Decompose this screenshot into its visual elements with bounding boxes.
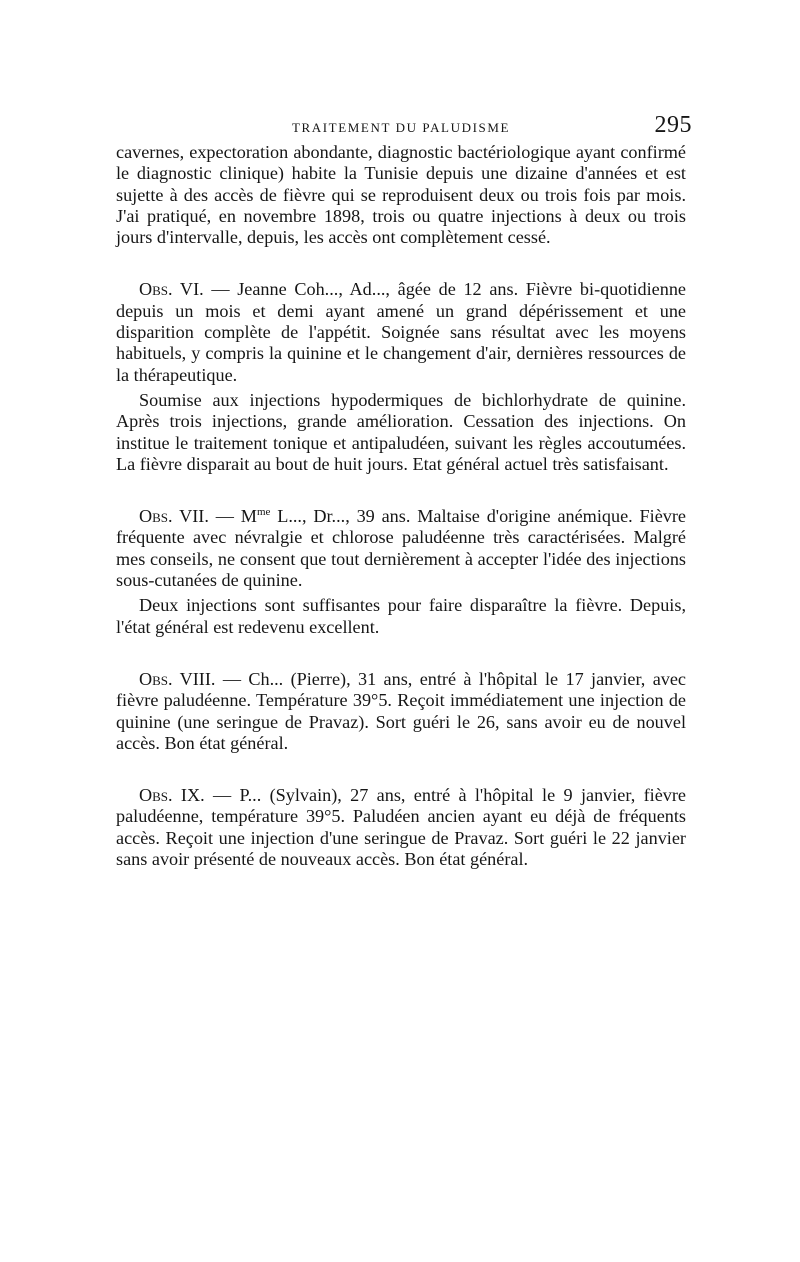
running-title: TRAITEMENT DU PALUDISME [291, 120, 511, 135]
observation-6 [116, 279, 686, 385]
observation-text: L..., Dr..., 39 ans. Maltaise d'origine anémique. Fièvre fréquente avec névralgie et chlorose paludéenne très caractérisées. Malgré mes conseils, ne consent que tout dernièrement à accepter l'idée des injections sous-cutanées de quinine. [116, 506, 686, 591]
observation-label: Obs. IX. [139, 785, 205, 806]
observation-text: — Jeanne Coh..., Ad..., âgée de 12 ans. Fièvre bi-quotidienne depuis un mois et demi ayant amené un grand dépérissement et une disparition complète de l'appétit. Soignée sans résultat avec les moyens habituels, y compris la quinine et le changement d'air, dernières ressources de la thérapeutique. [116, 279, 686, 385]
observation-label: Obs. VI. [139, 279, 204, 300]
page-number: 295 [654, 112, 692, 138]
paragraph-text: Soumise aux injections hypodermiques de bichlorhydrate de quinine. Après trois injections, grande amélioration. Cessation des injections. On institue le traitement tonique et antipaludéen, suivant les règles accoutumées. La fièvre disparait au bout de huit jours. Etat général actuel très satisfaisant. [116, 389, 686, 474]
observation-7 [116, 506, 686, 591]
observation-7-followup [116, 595, 686, 638]
paragraph-continuation [116, 142, 686, 248]
paragraph-text: cavernes, expectoration abondante, diagnostic bactériologique ayant confirmé le diagnostic clinique) habite la Tunisie depuis une dizaine d'années et est sujette à des accès de fièvre qui se reproduisent deux ou trois fois par mois. J'ai pratiqué, en novembre 1898, trois ou quatre injections à deux ou trois jours d'intervalle, depuis, les accès ont complètement cessé. [116, 142, 686, 248]
observation-8 [116, 669, 686, 754]
observation-text: — Ch... (Pierre), 31 ans, entré à l'hôpital le 17 janvier, avec fièvre paludéenne. Température 39°5. Reçoit immédiatement une injection de quinine (une seringue de Pravaz). Sort guéri le 26, sans avoir eu de nouvel accès. Bon état général. [116, 668, 686, 753]
observation-9 [116, 785, 686, 870]
observation-text: — P... (Sylvain), 27 ans, entré à l'hôpital le 9 janvier, fièvre paludéenne, température 39°5. Paludéen ancien ayant eu déjà de fréquents accès. Reçoit une injection d'une seringue de Pravaz. Sort guéri le 22 janvier sans avoir présenté de nouveaux accès. Bon état général. [116, 785, 686, 870]
observation-6-followup [116, 390, 686, 475]
book-page [116, 108, 692, 870]
running-head [116, 108, 692, 142]
superscript: me [256, 506, 271, 519]
observation-label: Obs. VII. [139, 506, 209, 527]
paragraph-text: Deux injections sont suffisantes pour faire disparaître la fièvre. Depuis, l'état général est redevenu excellent. [116, 595, 686, 637]
body-text [116, 142, 686, 870]
observation-text-lead: — M [208, 506, 257, 527]
observation-label: Obs. VIII. [139, 668, 216, 689]
